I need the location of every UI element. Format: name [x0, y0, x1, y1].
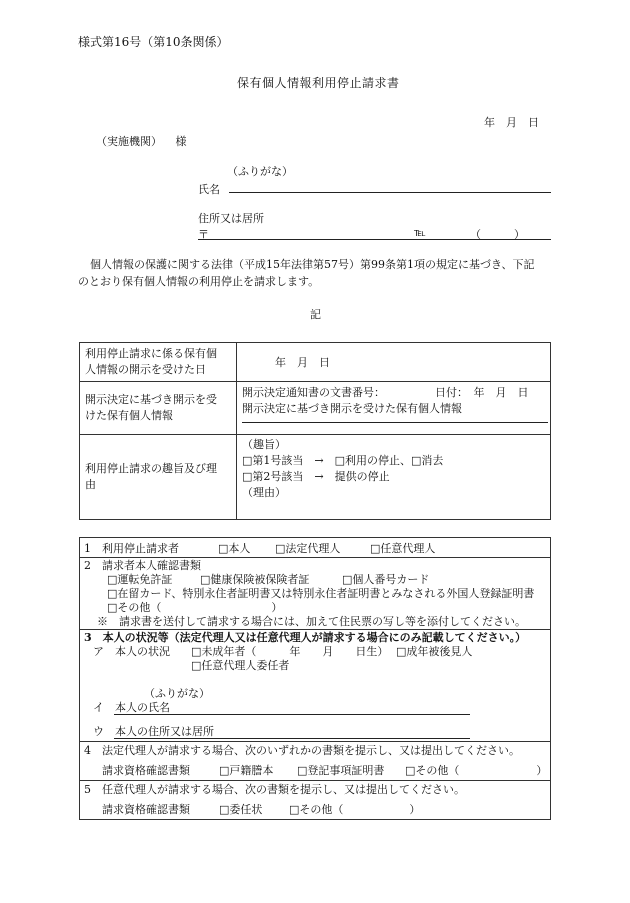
- principal-furigana-label: （ふりがな）: [144, 687, 210, 700]
- requester-address-field[interactable]: [198, 239, 551, 240]
- principal-address-field[interactable]: [114, 738, 470, 739]
- status-minor[interactable]: □未成年者（ 年 月 日生）: [191, 645, 389, 658]
- addressee: [96, 133, 187, 149]
- addressee-org: （実施機関）: [96, 135, 162, 148]
- section2-title: 2 請求者本人確認書類: [84, 559, 201, 572]
- date-line: 年 月 日: [484, 116, 539, 129]
- form-number: 様式第16号（第10条関係）: [78, 35, 229, 49]
- principal-name-label: イ 本人の氏名: [93, 701, 170, 714]
- divider: [80, 557, 550, 558]
- section4-text: 4 法定代理人が請求する場合、次のいずれかの書類を提示し、又は提出してください。: [84, 744, 520, 757]
- row1-value[interactable]: 年 月 日: [237, 343, 551, 382]
- intro-line-2: のとおり保有個人情報の利用停止を請求します。: [78, 275, 320, 288]
- principal-status-label: ア 本人の状況: [93, 645, 170, 658]
- request-detail-table: [79, 342, 551, 520]
- row2-label-line2: けた保有個人情報: [85, 409, 173, 422]
- doc-number-label: 開示決定通知書の文書番号：: [242, 386, 385, 399]
- doc-date-label: 日付： 年 月 日: [435, 386, 529, 399]
- section2-note: ※ 請求書を送付して請求する場合には、加えて住民票の写し等を添付してください。: [97, 615, 526, 628]
- divider: [80, 629, 550, 630]
- status-delegator[interactable]: □任意代理人委任者: [191, 659, 290, 672]
- section5-doc-label: 請求資格確認書類: [102, 803, 190, 816]
- purpose-label: （趣旨）: [242, 438, 286, 451]
- row3-value[interactable]: [237, 435, 551, 520]
- status-adult-guardian[interactable]: □成年被後見人: [396, 645, 473, 658]
- purpose-option-2[interactable]: □第2号該当 → 提供の停止: [242, 470, 390, 483]
- principal-address-label: ウ 本人の住所又は居所: [93, 725, 214, 738]
- table-row: [80, 343, 551, 382]
- tel-paren: （ ）: [470, 228, 525, 241]
- requester-type-legal-agent[interactable]: □法定代理人: [275, 542, 341, 555]
- requester-info-box: [79, 537, 551, 820]
- divider: [80, 741, 550, 742]
- row3-label: [80, 435, 237, 520]
- tel-mark: ℡: [414, 226, 426, 239]
- requester-type-voluntary-agent[interactable]: □任意代理人: [370, 542, 436, 555]
- row2-value[interactable]: [237, 382, 551, 435]
- table-row: [80, 382, 551, 435]
- row2-label: [80, 382, 237, 435]
- row2-label-line1: 開示決定に基づき開示を受: [85, 393, 217, 406]
- voluntary-doc-power-of-attorney[interactable]: □委任状: [219, 803, 263, 816]
- requester-type-self[interactable]: □本人: [218, 542, 251, 555]
- addressee-honorific: 様: [175, 135, 187, 148]
- row3-label-line2: 由: [85, 478, 96, 491]
- legal-doc-family-register[interactable]: □戸籍謄本: [219, 764, 274, 777]
- section4-doc-label: 請求資格確認書類: [102, 764, 190, 777]
- ki-mark: 記: [310, 308, 321, 321]
- row1-label-line2: 人情報の開示を受けた日: [85, 363, 206, 376]
- table-row: [80, 435, 551, 520]
- intro-line-1: 個人情報の保護に関する法律（平成15年法律第57号）第99条第1項の規定に基づき、下記: [90, 258, 535, 271]
- legal-doc-other[interactable]: □その他（ ）: [405, 764, 548, 777]
- purpose-option-1[interactable]: □第1号該当 → □利用の停止、□消去: [242, 454, 444, 467]
- id-doc-other[interactable]: □その他（ ）: [107, 601, 283, 614]
- section5-text: 5 任意代理人が請求する場合、次の書類を提示し、又は提出してください。: [84, 783, 465, 796]
- requester-furigana-label: （ふりがな）: [227, 165, 293, 178]
- section1-label: 1 利用停止請求者: [84, 542, 179, 555]
- section3-title: 3 本人の状況等（法定代理人又は任意代理人が請求する場合にのみ記載してください。）: [84, 631, 527, 644]
- disclosed-info-label: 開示決定に基づき開示を受けた保有個人情報: [242, 402, 462, 415]
- postal-mark: 〒: [198, 228, 209, 241]
- principal-name-field[interactable]: [114, 714, 470, 715]
- page-title: 保有個人情報利用停止請求書: [237, 76, 400, 90]
- id-doc-insurance[interactable]: □健康保険被保険者証: [200, 573, 310, 586]
- row1-label-line1: 利用停止請求に係る保有個: [85, 347, 217, 360]
- divider: [80, 780, 550, 781]
- id-doc-license[interactable]: □運転免許証: [107, 573, 173, 586]
- voluntary-doc-other[interactable]: □その他（ ）: [289, 803, 421, 816]
- disclosed-info-field[interactable]: [242, 422, 548, 423]
- requester-name-field[interactable]: [229, 192, 551, 193]
- reason-label: （理由）: [242, 486, 286, 499]
- requester-name-label: 氏名: [198, 183, 220, 196]
- id-doc-residence-card[interactable]: □在留カード、特別永住者証明書又は特別永住者証明書とみなされる外国人登録証明書: [107, 587, 535, 600]
- legal-doc-registry-cert[interactable]: □登記事項証明書: [297, 764, 385, 777]
- row1-label: [80, 343, 237, 382]
- row3-label-line1: 利用停止請求の趣旨及び理: [85, 462, 217, 475]
- requester-address-label: 住所又は居所: [198, 212, 264, 225]
- id-doc-mynumber[interactable]: □個人番号カード: [342, 573, 430, 586]
